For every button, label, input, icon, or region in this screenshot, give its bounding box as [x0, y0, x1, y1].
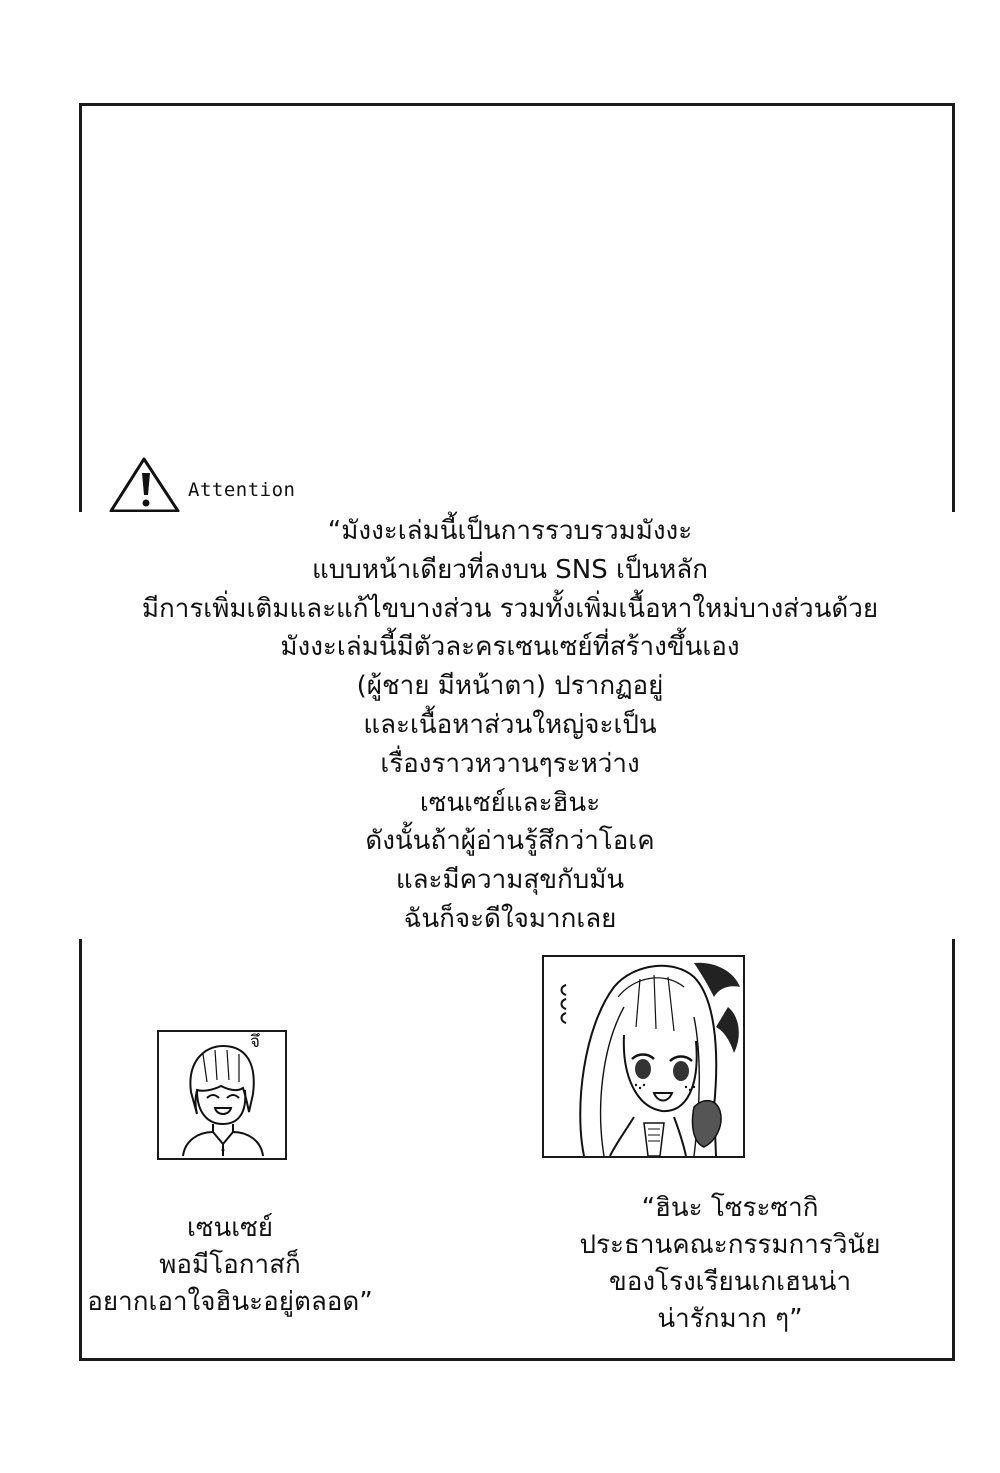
notice-line: แบบหน้าเดียวที่ลงบน SNS เป็นหลัก — [60, 551, 960, 590]
attention-label: Attention — [188, 479, 296, 501]
notice-line: และมีความสุขกับมัน — [60, 861, 960, 900]
warning-triangle-icon — [108, 455, 182, 517]
sensei-sfx: จึ — [250, 1032, 260, 1052]
sensei-caption-line: อยากเอาใจฮินะอยู่ตลอด” — [87, 1287, 373, 1317]
notice-line: “มังงะเล่มนี้เป็นการรวบรวมมังงะ — [60, 512, 960, 551]
notice-line: ฉันก็จะดีใจมากเลย — [60, 900, 960, 939]
hina-drawing — [544, 957, 743, 1156]
sensei-drawing — [159, 1032, 285, 1158]
notice-line: มีการเพิ่มเติมและแก้ไขบางส่วน รวมทั้งเพิ่มเนื้อหาใหม่บางส่วนด้วย — [60, 590, 960, 629]
hina-caption-line: “ฮินะ โซระซากิ — [641, 1193, 819, 1223]
notice-line: และเนื้อหาส่วนใหญ่จะเป็น — [60, 706, 960, 745]
notice-line: เซนเซย์และฮินะ — [60, 784, 960, 823]
notice-line: มังงะเล่มนี้มีตัวละครเซนเซย์ที่สร้างขึ้นเอง — [60, 628, 960, 667]
hina-caption — [520, 1190, 940, 1338]
sensei-illustration — [157, 1030, 287, 1160]
notice-line: (ผู้ชาย มีหน้าตา) ปรากฏอยู่ — [60, 667, 960, 706]
sensei-caption-line: พอมีโอกาสก็ — [159, 1250, 301, 1280]
sensei-caption — [20, 1210, 440, 1321]
hina-caption-line: ของโรงเรียนเกเฮนน่า — [608, 1267, 852, 1297]
sensei-caption-line: เซนเซย์ — [186, 1213, 274, 1243]
hina-illustration — [542, 955, 745, 1158]
notice-line: ดังนั้นถ้าผู้อ่านรู้สึกว่าโอเค — [60, 822, 960, 861]
notice-text — [60, 512, 960, 939]
hina-caption-line: ประธานคณะกรรมการวินัย — [579, 1230, 881, 1260]
attention-header — [108, 455, 295, 517]
hina-caption-line: น่ารักมาก ๆ” — [657, 1304, 803, 1334]
notice-line: เรื่องราวหวานๆระหว่าง — [60, 745, 960, 784]
